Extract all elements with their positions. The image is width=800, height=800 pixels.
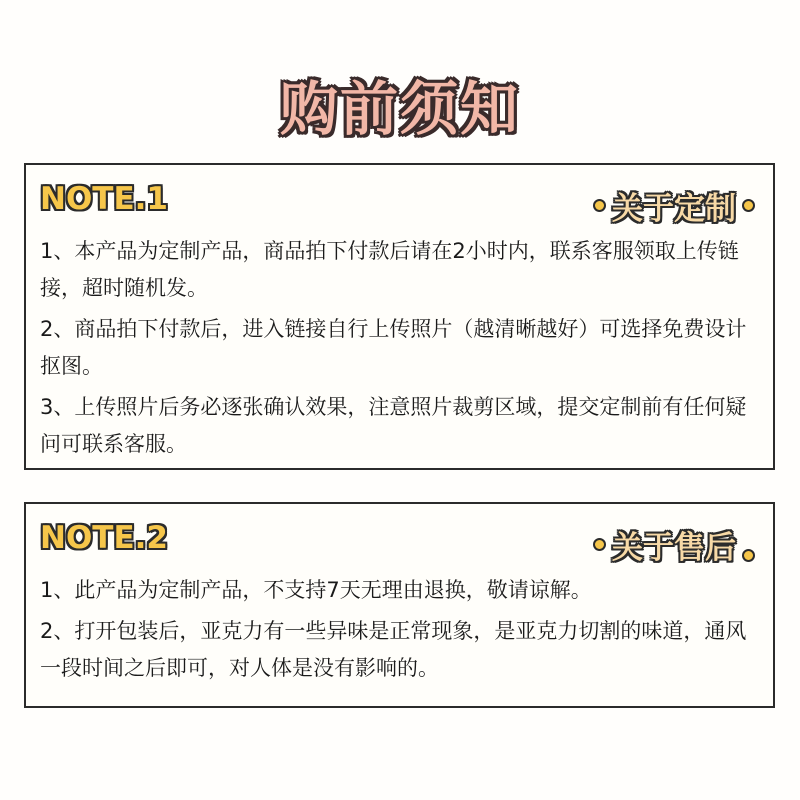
note-1-body [40, 233, 759, 467]
note-card-2 [24, 502, 775, 708]
note-card-1 [24, 163, 775, 470]
page-title: 购前须知 [279, 75, 520, 143]
note-2-tag [593, 522, 755, 567]
note-2-item-1: 1、此产品为定制产品，不支持7天无理由退换，敬请谅解。 [40, 578, 592, 602]
note-1-tag [593, 183, 755, 228]
dot-icon [742, 549, 755, 562]
note-1-tag-text: 关于定制 [612, 191, 736, 227]
note-2-tag-text: 关于售后 [612, 530, 736, 566]
note-1-item-1: 1、本产品为定制产品，商品拍下付款后请在2小时内，联系客服领取上传链接，超时随机发。 [40, 239, 739, 300]
dot-icon [593, 538, 606, 551]
note-1-item-2: 2、商品拍下付款后，进入链接自行上传照片（越清晰越好）可选择免费设计抠图。 [40, 317, 747, 378]
dot-icon [593, 199, 606, 212]
note-2-label: NOTE.2 [40, 520, 168, 556]
dot-icon [742, 199, 755, 212]
note-2-body [40, 572, 759, 691]
note-2-item-2: 2、打开包装后，亚克力有一些异味是正常现象，是亚克力切割的味道，通风一段时间之后即可，对人体是没有影响的。 [40, 619, 747, 680]
note-1-item-3: 3、上传照片后务必逐张确认效果，注意照片裁剪区域，提交定制前有任何疑问可联系客服。 [40, 395, 747, 456]
note-1-label: NOTE.1 [40, 181, 168, 217]
